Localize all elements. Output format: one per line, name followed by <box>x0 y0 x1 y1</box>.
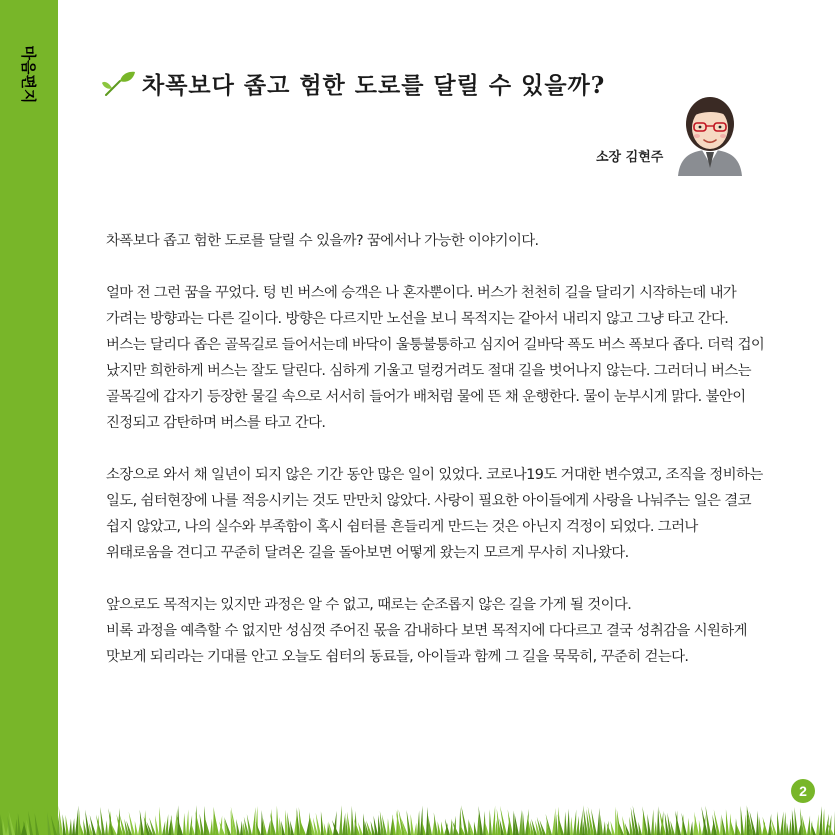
grass-border <box>0 805 835 835</box>
author-name: 소장 김현주 <box>596 150 664 165</box>
sidebar-label-text: 마음편지 <box>19 45 38 103</box>
sprout-leaf-icon <box>102 69 136 97</box>
page-title: 차폭보다 좁고 험한 도로를 달릴 수 있을까? <box>142 71 606 99</box>
page-number-badge: 2 <box>791 779 815 803</box>
paragraph-closing: 비록 과정을 예측할 수 없지만 성심껏 주어진 몫을 감내하다 보면 목적지에 다다르고 결국 성취감을 시원하게 맛보게 되리라는 기대를 안고 오늘도 쉼터의 동료들, 아이들과 함께 그 길을 묵묵히, 꾸준히 걷는다. <box>106 623 747 665</box>
paragraph-future: 앞으로도 목적지는 있지만 과정은 알 수 없고, 때로는 순조롭지 않은 길을 가게 될 것이다. <box>106 597 632 613</box>
sidebar-label <box>14 44 44 104</box>
article-body <box>106 228 766 696</box>
title-row <box>102 66 605 100</box>
author-avatar <box>672 88 748 176</box>
paragraph-reflection: 소장으로 와서 채 일년이 되지 않은 기간 동안 많은 일이 있었다. 코로나19도 거대한 변수였고, 조직을 정비하는 일도, 쉼터현장에 나를 적응시키는 것도 만만치 않았다. 사랑이 필요한 아이들에게 사랑을 나눠주는 일은 결코 쉽지 않았고, 나의 실수와 부족함이 혹시 쉼터를 흔들리게 만드는 것은 아닌지 걱정이 되었다. 그러나 위태로움을 견디고 꾸준히 달려온 길을 돌아보면 어떻게 왔는지 모르게 무사히 지나왔다. <box>106 467 763 561</box>
sidebar-strip <box>0 0 58 835</box>
paragraph-dream: 얼마 전 그런 꿈을 꾸었다. 텅 빈 버스에 승객은 나 혼자뿐이다. 버스가 천천히 길을 달리기 시작하는데 내가 가려는 방향과는 다른 길이다. 방향은 다르지만 노선을 보니 목적지는 같아서 내리지 않고 그냥 타고 간다. 버스는 달리다 좁은 골목길로 들어서는데 바닥이 울퉁불퉁하고 심지어 길바닥 폭도 버스 폭보다 좁다. 더럭 겁이 났지만 희한하게 버스는 잘도 달린다. 심하게 기울고 덜컹거려도 절대 길을 벗어나지 않는다. 그러더니 버스는 골목길에 갑자기 등장한 물길 속으로 서서히 들어가 배처럼 물에 뜬 채 운행한다. 물이 눈부시게 맑다. 불안이 진정되고 감탄하며 버스를 타고 간다. <box>106 285 765 431</box>
paragraph-intro: 차폭보다 좁고 험한 도로를 달릴 수 있을까? 꿈에서나 가능한 이야기이다. <box>106 233 539 249</box>
